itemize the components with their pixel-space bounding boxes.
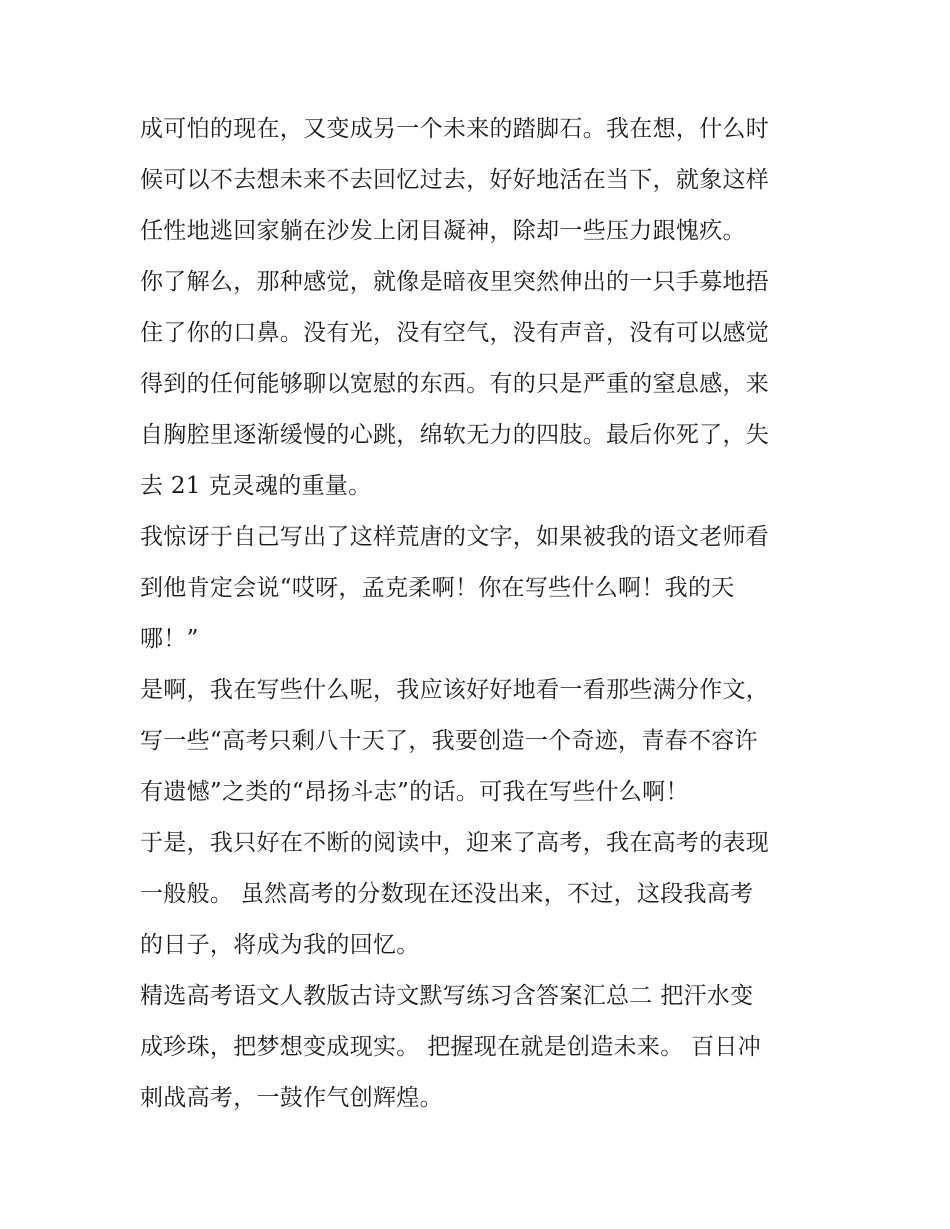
- text-line: 候可以不去想未来不去回忆过去，好好地活在当下，就象这样: [140, 167, 770, 193]
- text-line: 精选高考语文人教版古诗文默写练习含答案汇总二 把汗水变: [140, 983, 754, 1009]
- text-line: 去 21 克灵魂的重量。: [140, 473, 372, 499]
- text-line: 有遗憾”之类的“昂扬斗志”的话。可我在写些什么啊！: [140, 779, 689, 805]
- text-line: 任性地逃回家躺在沙发上闭目凝神，除却一些压力跟愧疚。: [140, 218, 746, 244]
- text-line: 我惊讶于自己写出了这样荒唐的文字，如果被我的语文老师看: [140, 524, 770, 550]
- text-line: 哪！”: [140, 626, 199, 652]
- text-line: 写一些“高考只剩八十天了，我要创造一个奇迹，青春不容许: [140, 728, 758, 754]
- text-line: 是啊，我在写些什么呢，我应该好好地看一看那些满分作文，: [140, 677, 770, 703]
- text-line: 到他肯定会说“哎呀，孟克柔啊！你在写些什么啊！我的天: [140, 575, 735, 601]
- text-line: 你了解么，那种感觉，就像是暗夜里突然伸出的一只手募地捂: [140, 269, 770, 295]
- text-line: 自胸腔里逐渐缓慢的心跳，绵软无力的四肢。最后你死了，失: [140, 422, 770, 448]
- text-line: 成可怕的现在，又变成另一个未来的踏脚石。我在想，什么时: [140, 116, 770, 142]
- text-line: 得到的任何能够聊以宽慰的东西。有的只是严重的窒息感，来: [140, 371, 770, 397]
- text-line: 一般般。 虽然高考的分数现在还没出来，不过，这段我高考: [140, 881, 754, 907]
- body-text: [140, 104, 820, 1124]
- text-line: 成珍珠，把梦想变成现实。 把握现在就是创造未来。 百日冲: [140, 1034, 762, 1060]
- text-line: 刺战高考，一鼓作气创辉煌。: [140, 1085, 443, 1111]
- text-line: 于是，我只好在不断的阅读中，迎来了高考，我在高考的表现: [140, 830, 770, 856]
- text-line: 住了你的口鼻。没有光，没有空气，没有声音，没有可以感觉: [140, 320, 770, 346]
- text-line: 的日子，将成为我的回忆。: [140, 932, 420, 958]
